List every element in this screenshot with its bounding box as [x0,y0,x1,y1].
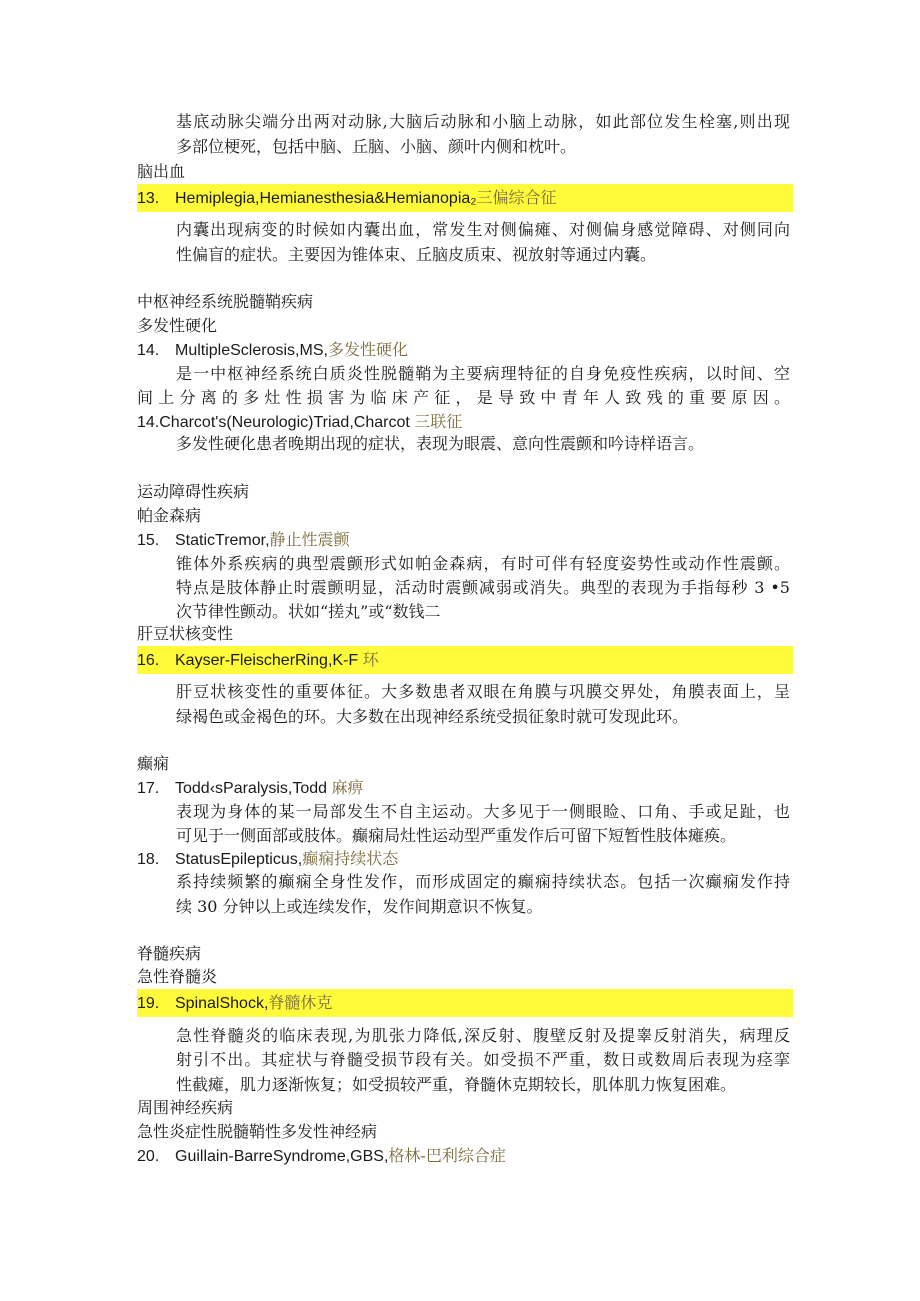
paragraph-line: 性偏盲的症状。主要因为锥体束、丘脑皮质束、视放射等通过内囊。 [176,245,657,264]
section-heading: 运动障碍性疾病 [137,482,250,501]
term-chinese: 三联征 [414,412,463,431]
paragraph-line: 肝豆状核变性的重要体征。大多数患者双眼在角膜与巩膜交界处，角膜表面上，呈 [176,682,790,701]
term-19 [137,989,793,1017]
section-heading: 脑出血 [137,162,186,181]
paragraph-line: 绿褐色或金褐色的环。大多数在出现神经系统受损征象时就可发现此环。 [176,707,689,726]
paragraph-line: 间上分离的多灶性损害为临床产征，是导致中青年人致残的重要原因。 [137,388,790,407]
section-heading: 中枢神经系统脱髓鞘疾病 [137,292,314,311]
paragraph-line: 续 30 分钟以上或连续发作，发作间期意识不恢复。 [176,897,543,916]
term-english: Guillain-BarreSyndrome,GBS, [175,1148,389,1165]
term-english: MultipleSclerosis,MS, [175,342,328,359]
paragraph-line: 锥体外系疾病的典型震颤形式如帕金森病，有时可伴有轻度姿势性或动作性震颤。 [176,554,790,573]
paragraph-line: 射引不出。其症状与脊髓受损节段有关。如受损不严重，数日或数周后表现为痉挛 [176,1050,790,1069]
paragraph-line: 可见于一侧面部或肢体。癫痫局灶性运动型严重发作后可留下短暂性肢体瘫痪。 [176,826,737,845]
subsection-heading: 多发性硬化 [137,316,218,335]
paragraph-line: 系持续频繁的癫痫全身性发作，而形成固定的癫痫持续状态。包括一次癫痫发作持 [176,872,790,891]
subsection-heading: 急性炎症性脱髓鞘性多发性神经病 [137,1122,378,1141]
paragraph-line: 基底动脉尖端分出两对动脉,大脑后动脉和小脑上动脉，如此部位发生栓塞,则出现 [176,112,790,131]
term-number: 14. [137,342,160,359]
term-chinese: 环 [362,650,379,669]
term-13 [137,184,793,212]
term-english: SpinalShock, [175,995,269,1012]
term-chinese: 癫痫持续状态 [302,849,399,868]
term-english: Hemiplegia,Hemianesthesia&Hemianopia₂ [175,190,477,207]
term-chinese: 三偏综合征 [476,188,557,207]
term-english: Todd‹sParalysis,Todd [175,780,332,797]
term-chinese: 静止性震颤 [269,530,350,549]
subsection-heading: 帕金森病 [137,506,202,525]
term-18 [137,845,398,873]
paragraph-line: 急性脊髓炎的临床表现,为肌张力降低,深反射、腹壁反射及提睾反射消失，病理反 [176,1026,790,1045]
section-heading: 脊髓疾病 [137,944,202,963]
term-chinese: 格林-巴利综合症 [388,1146,506,1165]
paragraph-line: 特点是肢体静止时震颤明显，活动时震颤减弱或消失。典型的表现为手指每秒 3 •5 [176,578,790,597]
term-number: 19. [137,995,160,1012]
paragraph-line: 次节律性颤动。状如“搓丸”或“数钱二 [176,602,441,621]
paragraph-line: 表现为身体的某一局部发生不自主运动。大多见于一侧眼睑、口角、手或足趾，也 [176,802,790,821]
paragraph-line: 多发性硬化患者晚期出现的症状，表现为眼震、意向性震颤和吟诗样语言。 [176,434,705,453]
paragraph-line: 多部位梗死，包括中脑、丘脑、小脑、颜叶内侧和枕叶。 [176,137,577,156]
section-heading: 癫痫 [137,754,170,773]
term-number: 13. [137,190,160,207]
term-english: StaticTremor, [175,532,270,549]
term-15 [137,526,350,554]
subsection-heading: 急性脊髓炎 [137,967,218,986]
term-english: Kayser-FleischerRing,K-F [175,652,363,669]
term-14 [137,336,408,364]
section-heading: 周围神经疾病 [137,1098,234,1117]
term-english: StatusEpilepticus, [175,851,303,868]
term-number: 17. [137,780,160,797]
term-chinese: 多发性硬化 [327,340,408,359]
paragraph-line: 是一中枢神经系统白质炎性脱髓鞘为主要病理特征的自身免疫性疾病，以时间、空 [176,364,790,383]
term-number: 18. [137,851,160,868]
term-chinese: 脊髓休克 [268,993,333,1012]
term-number: 15. [137,532,160,549]
term-number: 20. [137,1148,160,1165]
term-chinese: 麻痹 [331,778,364,797]
term-number: 16. [137,652,160,669]
subsection-heading: 肝豆状核变性 [137,624,234,643]
paragraph-line: 内囊出现病变的时候如内囊出血，常发生对侧偏瘫、对侧偏身感觉障碍、对侧同向 [176,220,790,239]
paragraph-line: 性截瘫，肌力逐渐恢复；如受损较严重，脊髓休克期较长，肌体肌力恢复困难。 [176,1075,737,1094]
term-16 [137,646,793,674]
term-english: 14.Charcot's(Neurologic)Triad,Charcot [137,414,415,431]
term-17 [137,774,364,802]
term-20 [137,1142,506,1170]
